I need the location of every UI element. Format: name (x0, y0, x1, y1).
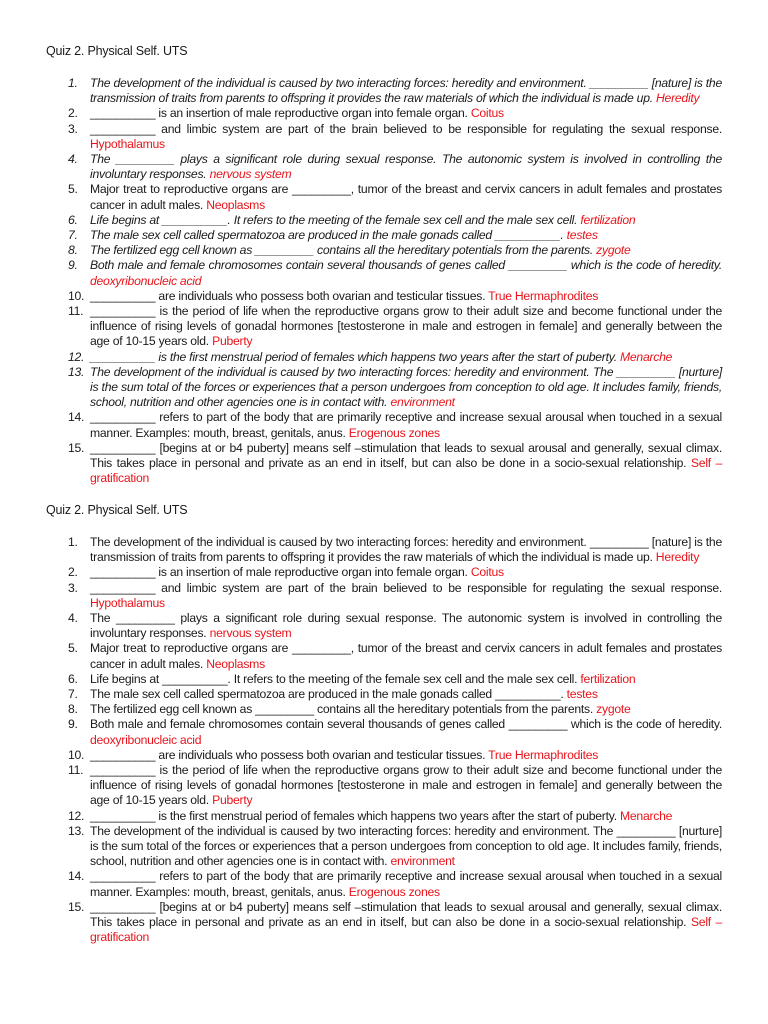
question-item (46, 641, 722, 671)
question-number: 6. (68, 212, 78, 227)
question-item (46, 581, 722, 611)
question-item (46, 869, 722, 899)
question-text: The _________ plays a significant role during sexual response. The autonomic system is involved in controlling the involuntary responses. (90, 611, 722, 641)
answer-text: nervous system (209, 167, 292, 182)
question-text: __________ is an insertion of male reproductive organ into female organ. (90, 106, 468, 121)
question-number: 8. (68, 243, 78, 258)
answer-text: Hypothalamus (90, 595, 165, 610)
question-text: __________ are individuals who possess both ovarian and testicular tissues. (90, 747, 486, 762)
question-item (46, 365, 722, 411)
question-text: __________ are individuals who possess both ovarian and testicular tissues. (90, 288, 486, 303)
answer-text: Self – gratification (90, 456, 723, 486)
question-number: 3. (68, 580, 78, 595)
question-text: Major treat to reproductive organs are _________, tumor of the breast and cervix cancers in adult females and prostates cancer in adult males. (90, 182, 722, 212)
question-text: __________ and limbic system are part of the brain believed to be responsible for regulating the sexual response. (90, 121, 722, 136)
question-text: The development of the individual is caused by two interacting forces: heredity and environment. _________ [nature] is the transmission of traits from parents to offspring it provides the raw materials of which the individual is made up. (90, 535, 722, 565)
question-text: The development of the individual is caused by two interacting forces: heredity and environment. The _________ [nurture] is the sum total of the forces or experiences that a person undergoes from conception to old age. It includes family, friends, school, nutrition and other agencies one is in contact with. (90, 823, 722, 869)
answer-text: Puberty (212, 334, 253, 349)
question-item (46, 809, 722, 824)
question-item (46, 243, 722, 258)
answer-text: deoxyribonucleic acid (90, 273, 202, 288)
question-item (46, 152, 722, 182)
question-number: 5. (68, 641, 78, 656)
question-number: 11. (68, 304, 84, 319)
answer-text: fertilization (580, 212, 636, 227)
question-number: 4. (68, 152, 78, 167)
answer-text: Erogenous zones (348, 425, 440, 440)
question-text: Life begins at __________. It refers to the meeting of the female sex cell and the male sex cell. (90, 671, 578, 686)
question-item (46, 748, 722, 763)
question-number: 7. (68, 687, 78, 702)
answer-text: Hypothalamus (90, 136, 165, 151)
question-text: __________ and limbic system are part of the brain believed to be responsible for regulating the sexual response. (90, 580, 722, 595)
quiz-section-2 (46, 503, 722, 945)
question-list (46, 535, 722, 945)
answer-text: Coitus (470, 106, 504, 121)
question-text: __________ is the first menstrual period of females which happens two years after the start of puberty. (90, 808, 617, 823)
answer-text: fertilization (580, 671, 636, 686)
question-number: 12. (68, 349, 85, 364)
answer-text: Menarche (619, 808, 673, 823)
question-item (46, 350, 722, 365)
question-number: 1. (68, 535, 78, 549)
quiz-title: Quiz 2. Physical Self. UTS (46, 44, 188, 58)
question-item (46, 122, 722, 152)
question-text: Major treat to reproductive organs are _________, tumor of the breast and cervix cancers in adult females and prostates cancer in adult males. (90, 641, 722, 671)
question-number: 15. (68, 440, 85, 455)
question-number: 11. (68, 763, 84, 778)
quiz-section-1 (46, 44, 722, 486)
question-item (46, 763, 722, 809)
answer-text: environment (390, 395, 455, 410)
question-item (46, 410, 722, 440)
question-item (46, 565, 722, 580)
question-text: __________ [begins at or b4 puberty] means self –stimulation that leads to sexual arousal and generally, sexual climax. This takes place in personal and private as an end in itself, but can also be done in a socio-sexual relationship. (90, 440, 722, 471)
answer-text: Erogenous zones (348, 884, 440, 899)
question-item (46, 702, 722, 717)
question-item (46, 672, 722, 687)
answer-text: zygote (596, 702, 631, 717)
question-text: __________ is the period of life when the reproductive organs grow to their adult size and become functional under the influence of rising levels of gonadal hormones [testosterone in male and estrogen in female] and generally between the age of 10-15 years old. (90, 763, 722, 808)
answer-text: testes (566, 687, 598, 702)
question-text: The _________ plays a significant role during sexual response. The autonomic system is involved in controlling the involuntary responses. (90, 152, 722, 182)
answer-text: Puberty (212, 793, 253, 808)
question-number: 1. (68, 76, 78, 90)
answer-text: Heredity (656, 91, 700, 106)
question-text: __________ is the period of life when the reproductive organs grow to their adult size and become functional under the influence of rising levels of gonadal hormones [testosterone in male and estrogen in female] and generally between the age of 10-15 years old. (90, 304, 722, 349)
question-item (46, 900, 722, 946)
question-item (46, 611, 722, 641)
question-number: 5. (68, 182, 78, 197)
question-text: The development of the individual is caused by two interacting forces: heredity and environment. _________ [nature] is the transmission of traits from parents to offspring it provides the raw materials of which the individual is made up. (90, 76, 722, 106)
question-item (46, 289, 722, 304)
question-number: 2. (68, 565, 78, 580)
answer-text: Self – gratification (90, 915, 723, 945)
question-text: __________ [begins at or b4 puberty] means self –stimulation that leads to sexual arousal and generally, sexual climax. This takes place in personal and private as an end in itself, but can also be done in a socio-sexual relationship. (90, 899, 722, 930)
question-number: 15. (68, 899, 85, 914)
question-item (46, 824, 722, 870)
question-text: The fertilized egg cell known as _________ contains all the hereditary potentials from the parents. (90, 702, 594, 717)
question-number: 3. (68, 121, 78, 136)
question-number: 9. (68, 258, 78, 273)
answer-text: Menarche (619, 349, 673, 364)
question-item (46, 106, 722, 121)
question-text: Both male and female chromosomes contain several thousands of genes called _________ which is the code of heredity. (90, 258, 722, 273)
answer-text: deoxyribonucleic acid (90, 732, 202, 747)
question-number: 13. (68, 823, 85, 838)
question-number: 14. (68, 410, 85, 425)
question-item (46, 76, 722, 106)
answer-text: zygote (596, 243, 631, 258)
question-item (46, 228, 722, 243)
question-text: Life begins at __________. It refers to the meeting of the female sex cell and the male sex cell. (90, 212, 578, 227)
question-text: The male sex cell called spermatozoa are produced in the male gonads called __________. (90, 228, 564, 243)
answer-text: Neoplasms (206, 656, 265, 671)
question-list (46, 76, 722, 486)
question-number: 7. (68, 228, 78, 243)
question-number: 13. (68, 364, 85, 379)
answer-text: True Hermaphrodites (488, 747, 599, 762)
question-text: __________ refers to part of the body that are primarily receptive and increase sexual arousal when touched in a sexual manner. Examples: mouth, breast, genitals, anus. (90, 410, 722, 440)
question-text: __________ is the first menstrual period of females which happens two years after the start of puberty. (90, 349, 617, 364)
question-number: 14. (68, 869, 85, 884)
question-number: 6. (68, 671, 78, 686)
question-text: __________ refers to part of the body that are primarily receptive and increase sexual arousal when touched in a sexual manner. Examples: mouth, breast, genitals, anus. (90, 869, 722, 899)
question-text: The fertilized egg cell known as _________ contains all the hereditary potentials from the parents. (90, 243, 594, 258)
question-number: 8. (68, 702, 78, 717)
answer-text: Neoplasms (206, 197, 265, 212)
question-item (46, 687, 722, 702)
question-item (46, 441, 722, 487)
answer-text: Coitus (470, 565, 504, 580)
question-number: 10. (68, 288, 85, 303)
question-item (46, 535, 722, 565)
question-number: 2. (68, 106, 78, 121)
question-number: 4. (68, 611, 78, 626)
question-item (46, 258, 722, 288)
question-number: 10. (68, 747, 85, 762)
quiz-title: Quiz 2. Physical Self. UTS (46, 503, 188, 517)
question-item (46, 182, 722, 212)
answer-text: Heredity (655, 550, 700, 565)
question-item (46, 717, 722, 747)
question-item (46, 304, 722, 350)
question-text: The development of the individual is caused by two interacting forces: heredity and environment. The _________ [nurture] is the sum total of the forces or experiences that a person undergoes from conception to old age. It includes family, friends, school, nutrition and other agencies one is in contact with. (90, 364, 722, 410)
question-number: 9. (68, 717, 78, 732)
answer-text: True Hermaphrodites (488, 288, 599, 303)
question-number: 12. (68, 808, 85, 823)
answer-text: environment (390, 854, 455, 869)
question-text: Both male and female chromosomes contain several thousands of genes called _________ which is the code of heredity. (90, 717, 722, 732)
question-text: __________ is an insertion of male reproductive organ into female organ. (90, 565, 468, 580)
question-text: The male sex cell called spermatozoa are produced in the male gonads called __________. (90, 687, 564, 702)
answer-text: testes (566, 228, 598, 243)
answer-text: nervous system (209, 626, 292, 641)
question-item (46, 213, 722, 228)
